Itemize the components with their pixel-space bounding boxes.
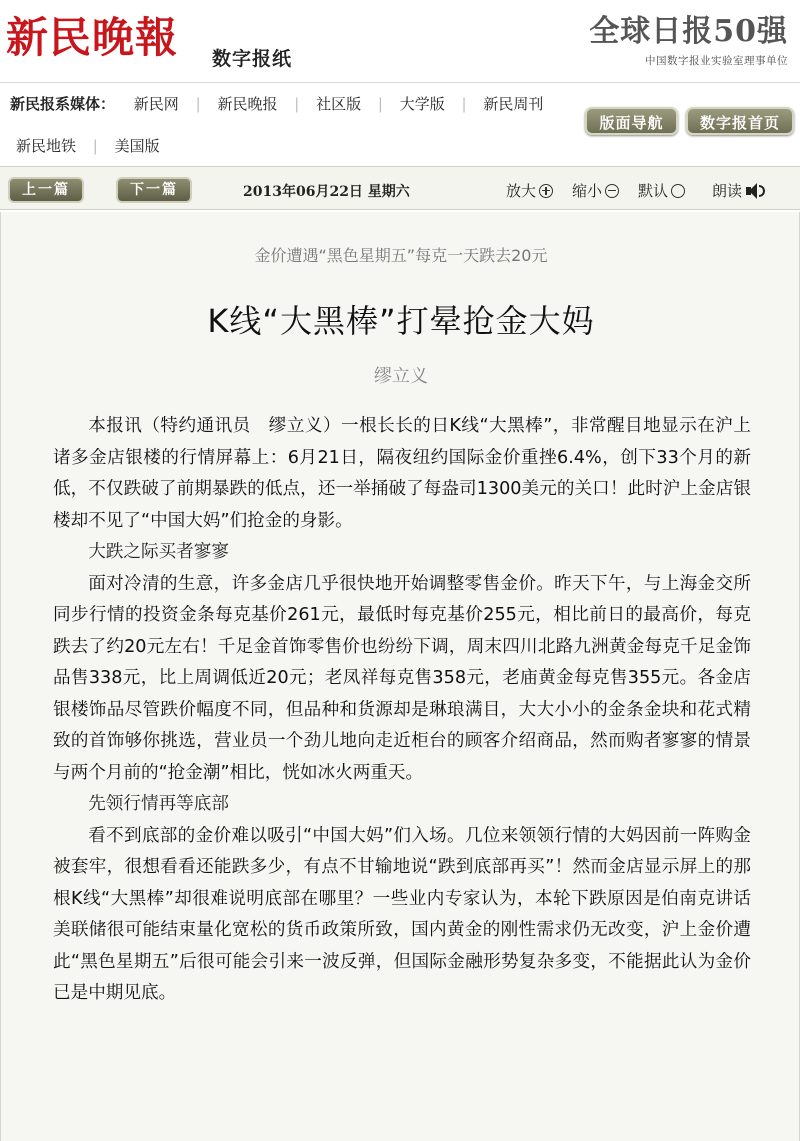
nav-separator: | [92,137,98,155]
masthead [0,0,800,80]
nav-link-metro[interactable]: 新民地铁 [16,137,77,155]
article-subheading: 大跌之际买者寥寥 [88,542,229,562]
newspaper-logo[interactable]: 新民晚報 [6,13,179,62]
article-paragraph: 面对冷清的生意，许多金店几乎很快地开始调整零售金价。昨天下午，与上海金交所同步行情的投资金条每克基价261元，最低时每克基价255元，相比前日的最高价，每克跌去了约20元左右！千足金首饰零售价也纷纷下调，周末四川北路九洲黄金每克千足金饰品售338元，比上周调低近20元；老凤祥每克售358元，老庙黄金每克售355元。各金店银楼饰品尽管跌价幅度不同，但品种和货源却是琳琅满目，大大小小的金条金块和花式精致的首饰够你挑选，营业员一个劲儿地向走近柜台的顾客介绍商品，然而购者寥寥的情景与两个月前的“抢金潮”相比，恍如冰火两重天。 [53,573,751,783]
nav-separator: | [195,95,201,113]
default-size-label: 默认 [638,182,669,200]
speaker-icon [746,183,764,199]
nav-link-weekly[interactable]: 新民周刊 [483,95,544,113]
default-size-button[interactable] [638,180,685,201]
zoom-in-icon [539,184,553,198]
article-subheading: 先领行情再等底部 [88,794,229,814]
nav-link-university[interactable]: 大学版 [399,95,445,113]
read-aloud-label: 朗读 [712,182,743,200]
article-author: 缪立义 [374,366,428,387]
nav-separator: | [377,95,383,113]
rank-title: 全球日报50强 [589,14,788,49]
layout-nav-button[interactable]: 版面导航 [585,107,678,135]
article-kicker: 金价遭遇“黑色星期五”每克一天跌去20元 [254,246,548,265]
zoom-in-label: 放大 [506,182,537,200]
zoom-out-button[interactable] [572,180,619,201]
article-paragraph: 本报讯（特约通讯员 缪立义）一根长长的日K线“大黑棒”，非常醒目地显示在沪上诸多金店银楼的行情屏幕上：6月21日，隔夜纽约国际金价重挫6.4%，创下33个月的新低，不仅跌破了前期暴跌的低点，还一举捅破了每盎司1300美元的关口！此时沪上金店银楼却不见了“中国大妈”们抢金的身影。 [53,416,751,531]
article-toolbar [0,166,800,210]
issue-date: 2013年06月22日 星期六 [243,184,410,200]
zoom-out-label: 缩小 [572,182,603,200]
nav-link-xinmin-evening[interactable]: 新民晚报 [217,95,278,113]
nav-label: 新民报系媒体： [10,95,116,113]
nav-link-community[interactable]: 社区版 [316,95,362,113]
zoom-out-icon [605,184,619,198]
next-article-button[interactable]: 下一篇 [116,177,192,203]
digital-home-button[interactable]: 数字报首页 [686,107,794,135]
nav-link-xinminwang[interactable]: 新民网 [133,95,179,113]
article-body [53,411,751,1010]
media-nav [0,82,800,162]
prev-article-button[interactable]: 上一篇 [8,177,84,203]
logo-subtitle: 数字报纸 [212,48,293,70]
nav-separator: | [461,95,467,113]
zoom-in-button[interactable] [506,180,553,201]
nav-row-2 [16,135,160,155]
read-aloud-button[interactable] [712,180,764,201]
nav-link-us-edition[interactable]: 美国版 [114,137,160,155]
nav-separator: | [294,95,300,113]
article-panel [0,212,800,1141]
rank-subtitle: 中国数字报业实验室理事单位 [645,55,788,67]
nav-row-1 [10,93,543,113]
default-size-icon [671,184,685,198]
article-title: K线“大黑棒”打晕抢金大妈 [207,302,595,340]
article-paragraph: 看不到底部的金价难以吸引“中国大妈”们入场。几位来领领行情的大妈因前一阵购金被套牢，很想看看还能跌多少，有点不甘输地说“跌到底部再买”！然而金店显示屏上的那根K线“大黑棒”却很难说明底部在哪里？一些业内专家认为，本轮下跌原因是伯南克讲话美联储很可能结束量化宽松的货币政策所致，国内黄金的刚性需求仍无改变，沪上金价遭此“黑色星期五”后很可能会引来一波反弹，但国际金融形势复杂多变，不能据此认为金价已是中期见底。 [53,825,751,1003]
